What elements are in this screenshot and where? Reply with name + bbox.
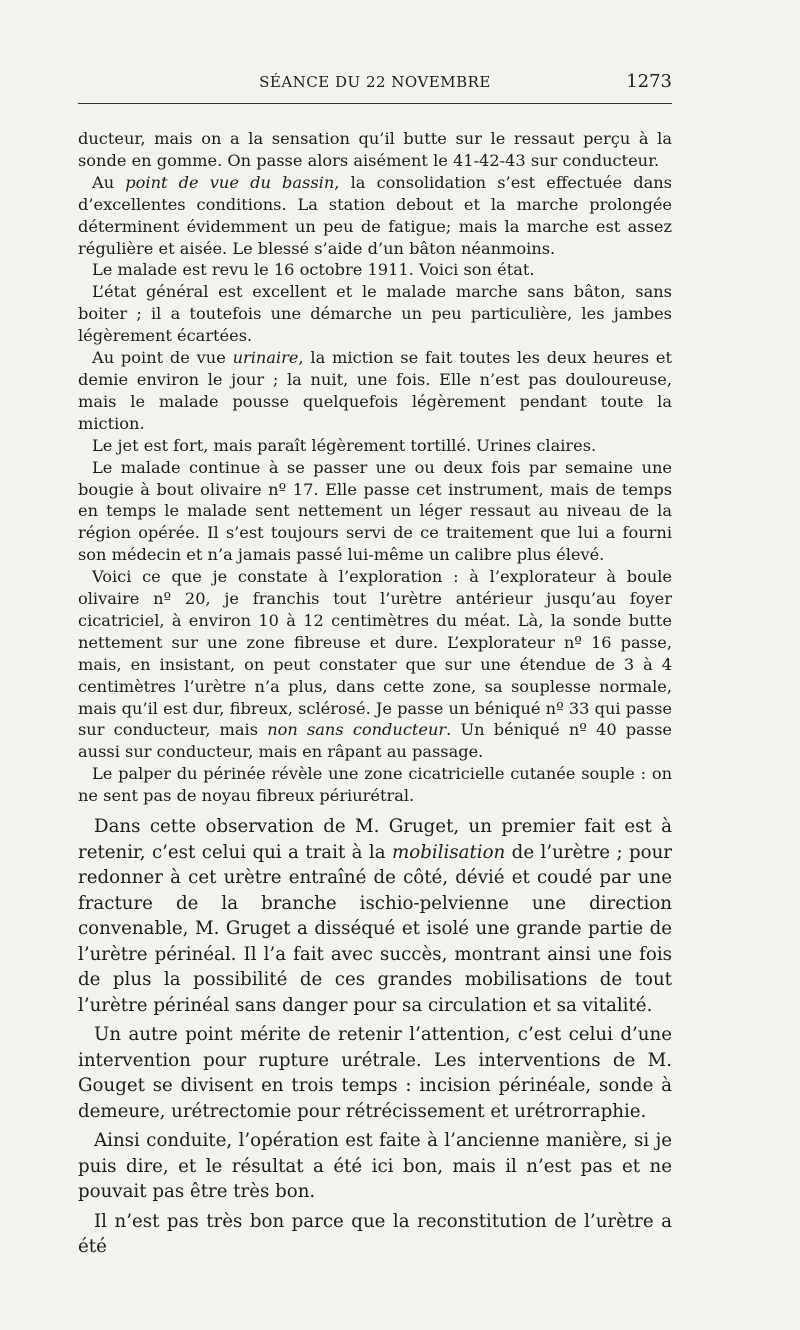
observation-paragraph xyxy=(78,172,672,260)
discussion-paragraph: Un autre point mérite de retenir l’attention, c’est celui d’une intervention pour rupture urétrale. Les interventions de M. Gouget se divisent en trois temps : incision périnéale, sonde à demeure, urétrectomie pour rétrécissement et urétrorraphie. xyxy=(78,1024,672,1122)
observation-text xyxy=(78,128,672,807)
observation-paragraph: ducteur, mais on a la sensation qu’il butte sur le ressaut perçu à la sonde en gomme. On passe alors aisément le 41-42-43 sur conducteur. xyxy=(78,129,672,170)
discussion-paragraph: Ainsi conduite, l’opération est faite à l’ancienne manière, si je puis dire, et le résultat a été ici bon, mais il n’est pas et ne pouvait pas être très bon. xyxy=(78,1130,672,1202)
observation-paragraph xyxy=(78,347,672,435)
discussion-paragraph xyxy=(78,814,672,1018)
page-header xyxy=(78,73,672,95)
italic-term: urinaire xyxy=(232,348,299,368)
text-run: Au point de vue xyxy=(92,348,233,368)
italic-term: non sans conducteur xyxy=(267,720,447,740)
observation-paragraph: Le palper du périnée révèle une zone cicatricielle cutanée souple : on ne sent pas de noyau fibreux périurétral. xyxy=(78,764,672,806)
observation-paragraph: Le malade est revu le 16 octobre 1911. Voici son état. xyxy=(92,260,535,280)
observation-paragraph: Le jet est fort, mais paraît légèrement tortillé. Urines claires. xyxy=(92,435,597,455)
text-run: , la consolidation s’est effectuée dans d’excellentes conditions. La station debout et la marche prolongée déterminent évidemment un peu de fatigue; mais la marche est assez régulière et aisée. Le blessé s’aide d’un bâton néanmoins. xyxy=(78,172,672,258)
observation-paragraph: L’état général est excellent et le malade marche sans bâton, sans boiter ; il a toutefois une démarche un peu particulière, les jambes légèrement écartées. xyxy=(78,282,672,346)
italic-term: point de vue du bassin xyxy=(125,172,335,192)
running-title: SÉANCE DU 22 NOVEMBRE xyxy=(259,73,491,91)
header-rule xyxy=(78,103,672,104)
discussion-paragraph: Il n’est pas très bon parce que la reconstitution de l’urètre a été xyxy=(78,1210,672,1257)
observation-paragraph xyxy=(78,566,672,763)
text-run: Voici ce que je constate à l’exploration : à l’explorateur à boule olivaire nº 20, je franchis tout l’urètre antérieur jusqu’au foyer cicatriciel, à environ 10 à 12 centimètres du méat. Là, la sonde butte nettement sur une zone fibreuse et dure. L’explorateur nº 16 passe, mais, en insistant, on peut constater que sur une étendue de 3 à 4 centimètres l’urètre n’a plus, dans cette zone, sa souplesse normale, mais qu’il est dur, fibreux, sclérosé. Je passe un béniqué nº 33 qui passe sur conducteur, mais xyxy=(78,567,672,740)
text-run: . Un béniqué nº 40 passe aussi sur conducteur, mais en râpant au passage. xyxy=(78,720,672,762)
observation-paragraph: Le malade continue à se passer une ou deux fois par semaine une bougie à bout olivaire nº 17. Elle passe cet instrument, mais de temps en temps le malade sent nettement un léger ressaut au niveau de la région opérée. Il s’est toujours servi de ce traitement que lui a fourni son médecin et n’a jamais passé lui-même un calibre plus élevé. xyxy=(78,457,672,565)
text-run: , la miction se fait toutes les deux heures et demie environ le jour ; la nuit, une fois. Elle n’est pas douloureuse, mais le malade pousse quelquefois légèrement pendant toute la miction. xyxy=(78,348,672,433)
italic-term: mobilisation xyxy=(392,841,506,863)
discussion-text xyxy=(78,814,672,1260)
page-number: 1273 xyxy=(626,71,672,92)
text-run: Au xyxy=(92,172,126,192)
text-run: de l’urètre ; pour redonner à cet urètre entraîné de côté, dévié et coudé par une fracture de la branche ischio-pelvienne une direction convenable, M. Gruget a disséqué et isolé une grande partie de l’urètre périnéal. Il l’a fait avec succès, montrant ainsi une fois de plus la possibilité de ces grandes mobilisations de tout l’urètre périnéal sans danger pour sa circulation et sa vitalité. xyxy=(78,841,672,1016)
text-run: Dans cette observation de M. Gruget, un premier fait est à retenir, c’est celui qui a trait à la xyxy=(78,816,672,863)
